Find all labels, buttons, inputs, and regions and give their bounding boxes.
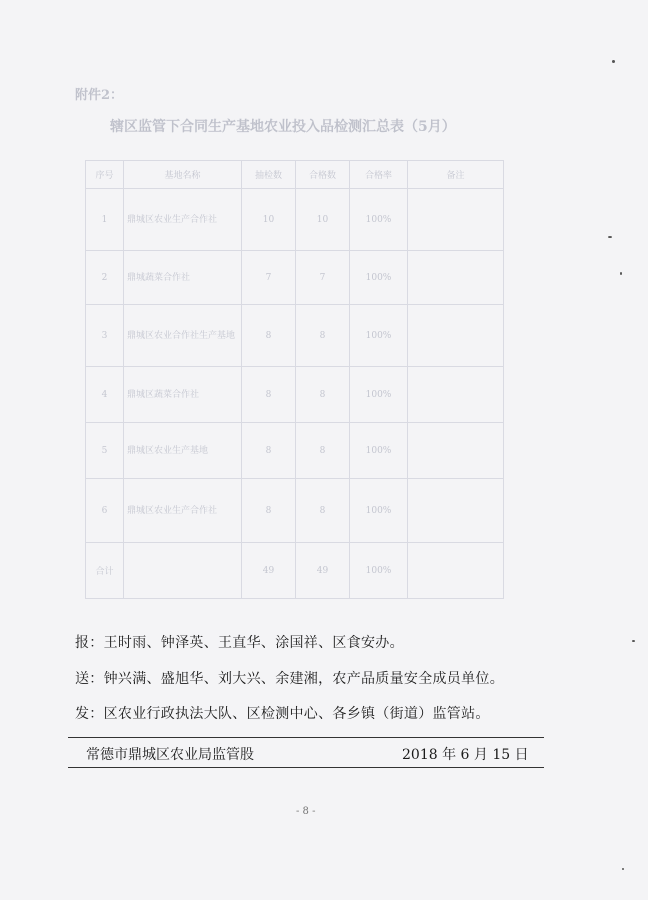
table-cell: 8 — [242, 479, 296, 543]
table-cell — [408, 305, 504, 367]
table-cell: 10 — [296, 189, 350, 251]
table-cell: 合计 — [86, 543, 124, 599]
table-cell: 8 — [296, 367, 350, 423]
table-row — [86, 479, 504, 543]
table-cell — [408, 423, 504, 479]
attachment-label: 附件2： — [75, 88, 124, 103]
report-line: 报：王时雨、钟泽英、王直华、涂国祥、区食安办。 — [75, 635, 404, 651]
table-cell: 鼎城区农业生产基地 — [124, 423, 242, 479]
page-number: - 8 - — [296, 806, 316, 817]
table-cell: 鼎城区农业合作社生产基地 — [124, 305, 242, 367]
table-cell: 鼎城区蔬菜合作社 — [124, 367, 242, 423]
table-cell: 10 — [242, 189, 296, 251]
footer-top-rule — [68, 737, 544, 738]
table-cell — [408, 367, 504, 423]
table-cell — [408, 189, 504, 251]
table-row — [86, 423, 504, 479]
table-cell: 100% — [350, 189, 408, 251]
table-cell: 7 — [242, 251, 296, 305]
table-cell: 100% — [350, 543, 408, 599]
table-cell: 8 — [296, 305, 350, 367]
scan-speck — [632, 640, 635, 642]
table-cell — [408, 479, 504, 543]
table-row — [86, 367, 504, 423]
table-cell: 8 — [296, 479, 350, 543]
table-cell — [408, 543, 504, 599]
scan-speck — [620, 272, 622, 275]
inspection-table — [85, 160, 504, 599]
table-cell — [408, 251, 504, 305]
table-cell: 3 — [86, 305, 124, 367]
scan-speck — [612, 60, 615, 63]
table-total-row — [86, 543, 504, 599]
scan-speck — [622, 868, 624, 870]
table-cell: 鼎城蔬菜合作社 — [124, 251, 242, 305]
table-cell: 100% — [350, 479, 408, 543]
table-cell: 8 — [242, 367, 296, 423]
header-cell: 抽检数 — [242, 161, 296, 189]
send-line: 送：钟兴满、盛旭华、刘大兴、余建湘，农产品质量安全成员单位。 — [75, 671, 504, 687]
table-cell: 49 — [242, 543, 296, 599]
header-cell: 备注 — [408, 161, 504, 189]
header-cell: 合格数 — [296, 161, 350, 189]
table-cell: 100% — [350, 251, 408, 305]
table-cell: 6 — [86, 479, 124, 543]
table-cell: 8 — [242, 423, 296, 479]
table-row — [86, 251, 504, 305]
table-cell — [124, 543, 242, 599]
table-cell: 鼎城区农业生产合作社 — [124, 479, 242, 543]
table-cell: 5 — [86, 423, 124, 479]
table-cell: 100% — [350, 367, 408, 423]
table-row — [86, 189, 504, 251]
footer-organization: 常德市鼎城区农业局监管股 — [86, 747, 254, 763]
footer-bottom-rule — [68, 767, 544, 768]
table-cell: 49 — [296, 543, 350, 599]
table-cell: 4 — [86, 367, 124, 423]
table-cell: 7 — [296, 251, 350, 305]
header-cell: 合格率 — [350, 161, 408, 189]
issue-line: 发：区农业行政执法大队、区检测中心、各乡镇（街道）监管站。 — [75, 706, 490, 722]
table-cell: 8 — [296, 423, 350, 479]
table-cell: 鼎城区农业生产合作社 — [124, 189, 242, 251]
table-title: 辖区监管下合同生产基地农业投入品检测汇总表（5月） — [110, 119, 456, 135]
table-cell: 100% — [350, 305, 408, 367]
scan-speck — [608, 236, 612, 238]
footer-date: 2018 年 6 月 15 日 — [402, 747, 529, 763]
header-cell: 序号 — [86, 161, 124, 189]
table-header-row — [86, 161, 504, 189]
table-cell: 2 — [86, 251, 124, 305]
table-row — [86, 305, 504, 367]
header-cell: 基地名称 — [124, 161, 242, 189]
table-cell: 100% — [350, 423, 408, 479]
table-cell: 1 — [86, 189, 124, 251]
table-cell: 8 — [242, 305, 296, 367]
